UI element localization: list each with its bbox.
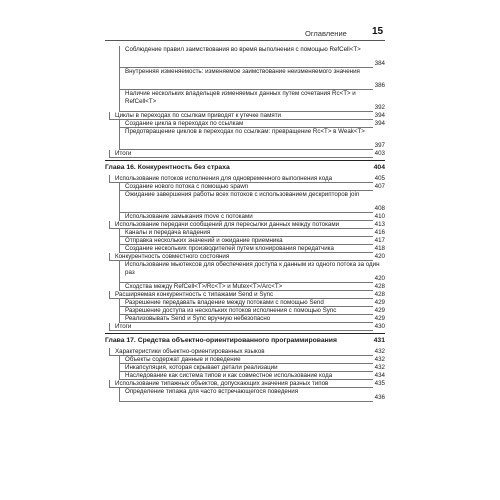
toc-entry-page: 405 [374, 175, 385, 182]
toc-entry-title: Конкурентность совместного состояния [115, 253, 230, 260]
toc-entry-page: 410 [374, 213, 385, 220]
toc-entry-page: 429 [374, 307, 385, 314]
toc-entry-title: Использование замыкания move с потоками [125, 213, 253, 220]
toc-entry-title: Глава 17. Средства объектно-ориентированного программирования [105, 337, 337, 344]
toc-entry-page: 417 [374, 237, 385, 244]
toc-entry-title: Использование передачи сообщений для пересылки данных между потоками [115, 221, 340, 228]
toc-entry-page: 404 [373, 164, 385, 171]
toc-entry-title: Циклы в переходах по ссылкам приводят к утечке памяти [115, 112, 281, 119]
toc-entry-page: 384 [374, 60, 385, 67]
toc-entry-title: Создание нескольких производителей путем клонирования передатчика [125, 245, 334, 252]
toc-entry-title: Использование потоков исполнения для одновременного выполнения кода [115, 175, 333, 182]
toc-subsection[interactable] [105, 388, 385, 402]
toc-entry-page: 428 [374, 283, 385, 290]
toc-entry-page: 392 [374, 104, 385, 111]
toc-entry-page: 430 [374, 323, 385, 330]
toc-subsection[interactable] [105, 68, 385, 90]
toc-entry-title: Разрешение доступа из нескольких потоков исполнения с помощью Sync [125, 307, 337, 314]
toc-section[interactable] [105, 348, 385, 356]
toc-section[interactable] [105, 150, 385, 158]
toc-section[interactable] [105, 323, 385, 331]
toc-leader-line [119, 401, 385, 402]
toc-entry-page: 394 [374, 120, 385, 127]
toc-entry-page: 420 [374, 275, 385, 282]
toc-section[interactable] [105, 112, 385, 120]
toc-entry-title: Отправка нескольких значений и ожидание приемника [125, 237, 283, 244]
toc-section[interactable] [105, 221, 385, 229]
toc-entry-page: 420 [374, 253, 385, 260]
toc-chapter[interactable] [105, 333, 385, 348]
toc-entry-page: 407 [374, 183, 385, 190]
table-of-contents [105, 46, 385, 402]
toc-entry-title: Создание цикла в переходах по ссылкам [125, 120, 244, 127]
toc-entry-title: Наследование как система типов и как совместное использование кода [125, 372, 333, 379]
toc-leader-line [109, 330, 385, 331]
toc-subsection[interactable] [105, 307, 385, 315]
toc-subsection[interactable] [105, 229, 385, 237]
toc-subsection[interactable] [105, 120, 385, 128]
toc-entry-page: 428 [374, 291, 385, 298]
toc-entry-page: 429 [374, 299, 385, 306]
toc-entry-page: 431 [373, 337, 385, 344]
toc-subsection[interactable] [105, 364, 385, 372]
toc-entry-page: 386 [374, 82, 385, 89]
toc-entry-title: Предотвращение циклов в переходах по ссылкам: превращение Rc<T> в Weak<T> [125, 128, 365, 135]
toc-entry-title: Использование мьютексов для обеспечения доступа к данным из одного потока за один раз [125, 261, 380, 276]
toc-entry-page: 435 [374, 380, 385, 387]
toc-entry-title: Соблюдение правил заимствования во время выполнения с помощью RefCell<T> [125, 46, 361, 53]
toc-subsection[interactable] [105, 90, 385, 112]
toc-entry-title: Сходства между RefCell<T>/Rc<T> и Mutex<T>/Arc<T> [125, 283, 283, 290]
toc-entry-page: 434 [374, 372, 385, 379]
toc-subsection[interactable] [105, 213, 385, 221]
toc-entry-title: Объекты содержат данные и поведение [125, 356, 241, 363]
toc-subsection[interactable] [105, 299, 385, 307]
toc-subsection[interactable] [105, 245, 385, 253]
toc-entry-title: Инкапсуляция, которая скрывает детали реализации [125, 364, 278, 371]
toc-entry-title: Реализовывать Send и Sync вручную небезопасно [125, 315, 271, 322]
page-header [0, 26, 500, 40]
toc-section[interactable] [105, 175, 385, 183]
toc-entry-title: Каналы и передача владения [125, 229, 211, 236]
toc-entry-title: Ожидание завершения работы всех потоков с использованием дескрипторов join [125, 191, 360, 198]
toc-entry-page: 432 [374, 348, 385, 355]
toc-entry-page: 397 [374, 142, 385, 149]
toc-subsection[interactable] [105, 237, 385, 245]
toc-entry-page: 413 [374, 221, 385, 228]
toc-section[interactable] [105, 291, 385, 299]
toc-entry-page: 403 [374, 150, 385, 157]
toc-chapter[interactable] [105, 160, 385, 175]
toc-subsection[interactable] [105, 315, 385, 323]
toc-entry-title: Создание нового потока с помощью spawn [125, 183, 249, 190]
page-number: 15 [372, 26, 384, 37]
toc-entry-title: Определение типажа для часто встречающегося поведения [125, 388, 299, 395]
toc-entry-title: Итоги [115, 150, 132, 157]
toc-subsection[interactable] [105, 128, 385, 150]
running-title: Оглавление [305, 29, 347, 38]
toc-entry-page: 416 [374, 229, 385, 236]
toc-subsection[interactable] [105, 356, 385, 364]
toc-entry-title: Глава 16. Конкурентность без страха [105, 164, 230, 171]
toc-subsection[interactable] [105, 283, 385, 291]
toc-entry-title: Разрешение передавать владение между потоками с помощью Send [125, 299, 324, 306]
toc-entry-title: Расширяемая конкурентность с типажами Send и Sync [115, 291, 274, 298]
toc-entry-title: Характеристики объектно-ориентированных языков [115, 348, 265, 355]
toc-entry-page: 418 [374, 245, 385, 252]
toc-entry-page: 429 [374, 315, 385, 322]
toc-leader-line [109, 157, 385, 158]
toc-entry-page: 436 [374, 394, 385, 401]
toc-entry-title: Внутренняя изменяемость: изменяемое заимствование неизменяемого значения [125, 68, 360, 75]
toc-subsection[interactable] [105, 261, 385, 283]
toc-section[interactable] [105, 253, 385, 261]
toc-subsection[interactable] [105, 46, 385, 68]
toc-entry-title: Наличие нескольких владельцев изменяемых данных путем сочетания Rc<T> и RefCell<T> [125, 90, 356, 105]
toc-entry-title: Использование типажных объектов, допускающих значения разных типов [115, 380, 329, 387]
toc-subsection[interactable] [105, 372, 385, 380]
toc-subsection[interactable] [105, 191, 385, 213]
toc-subsection[interactable] [105, 183, 385, 191]
header-rule [105, 40, 385, 41]
toc-entry-page: 394 [374, 112, 385, 119]
toc-entry-page: 408 [374, 205, 385, 212]
toc-entry-page: 432 [374, 356, 385, 363]
toc-section[interactable] [105, 380, 385, 388]
toc-entry-page: 432 [374, 364, 385, 371]
toc-entry-title: Итоги [115, 323, 132, 330]
